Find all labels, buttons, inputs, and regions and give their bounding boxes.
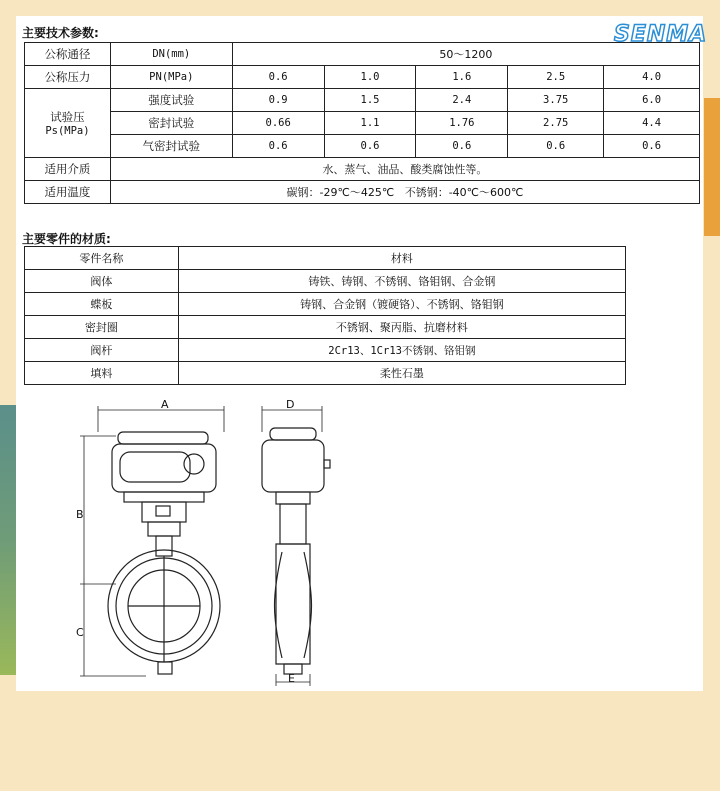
gas-value: 0.6 bbox=[604, 135, 700, 158]
tech-params-table bbox=[24, 42, 700, 204]
pn-value: 4.0 bbox=[604, 66, 700, 89]
brand-logo: SENMA bbox=[614, 22, 708, 47]
table-row bbox=[25, 316, 626, 339]
table-row bbox=[25, 339, 626, 362]
left-accent-bar bbox=[0, 405, 16, 675]
part-material: 2Cr13、1Cr13不锈钢、铬钼钢 bbox=[178, 339, 625, 362]
part-material: 柔性石墨 bbox=[178, 362, 625, 385]
gas-value: 0.6 bbox=[232, 135, 324, 158]
seal-value: 1.1 bbox=[324, 112, 416, 135]
seal-test-param: 密封试验 bbox=[110, 112, 232, 135]
table-row bbox=[25, 270, 626, 293]
temperature-label: 适用温度 bbox=[25, 181, 111, 204]
table-row bbox=[25, 43, 700, 66]
dn-param: DN(mm) bbox=[110, 43, 232, 66]
strength-test-param: 强度试验 bbox=[110, 89, 232, 112]
medium-value: 水、蒸气、油品、酸类腐蚀性等。 bbox=[110, 158, 699, 181]
pn-value: 2.5 bbox=[508, 66, 604, 89]
gas-seal-test-param: 气密封试验 bbox=[110, 135, 232, 158]
strength-value: 0.9 bbox=[232, 89, 324, 112]
table-row bbox=[25, 89, 700, 112]
medium-label: 适用介质 bbox=[25, 158, 111, 181]
pn-label: 公称压力 bbox=[25, 66, 111, 89]
strength-value: 3.75 bbox=[508, 89, 604, 112]
strength-value: 1.5 bbox=[324, 89, 416, 112]
seal-value: 2.75 bbox=[508, 112, 604, 135]
dim-a-label: A bbox=[161, 398, 169, 411]
pn-value: 1.0 bbox=[324, 66, 416, 89]
pn-value: 1.6 bbox=[416, 66, 508, 89]
dim-c-label: C bbox=[76, 626, 84, 639]
test-pressure-label-line2: Ps(MPa) bbox=[45, 125, 90, 137]
table-row bbox=[25, 158, 700, 181]
part-header: 零件名称 bbox=[25, 247, 179, 270]
dn-label: 公称通径 bbox=[25, 43, 111, 66]
table-row bbox=[25, 112, 700, 135]
part-name: 阀杆 bbox=[25, 339, 179, 362]
part-name: 填料 bbox=[25, 362, 179, 385]
dim-b-label: B bbox=[76, 508, 84, 521]
tech-params-heading: 主要技术参数: bbox=[22, 26, 99, 40]
table-row bbox=[25, 247, 626, 270]
table-row bbox=[25, 362, 626, 385]
materials-heading: 主要零件的材质: bbox=[22, 232, 111, 246]
gas-value: 0.6 bbox=[416, 135, 508, 158]
seal-value: 4.4 bbox=[604, 112, 700, 135]
gas-value: 0.6 bbox=[508, 135, 604, 158]
spec-sheet bbox=[16, 16, 708, 691]
part-name: 阀体 bbox=[25, 270, 179, 293]
material-header: 材料 bbox=[178, 247, 625, 270]
strength-value: 2.4 bbox=[416, 89, 508, 112]
table-row bbox=[25, 293, 626, 316]
part-name: 蝶板 bbox=[25, 293, 179, 316]
part-material: 铸钢、合金钢（镀硬铬）、不锈钢、铬钼钢 bbox=[178, 293, 625, 316]
seal-value: 0.66 bbox=[232, 112, 324, 135]
pn-param: PN(MPa) bbox=[110, 66, 232, 89]
temperature-value: 碳钢：-29℃～425℃ 不锈钢：-40℃～600℃ bbox=[110, 181, 699, 204]
dn-value: 50～1200 bbox=[232, 43, 699, 66]
part-material: 铸铁、铸钢、不锈钢、铬钼钢、合金钢 bbox=[178, 270, 625, 293]
table-row bbox=[25, 66, 700, 89]
test-pressure-label bbox=[25, 89, 111, 158]
dim-d-label: D bbox=[286, 398, 295, 411]
strength-value: 6.0 bbox=[604, 89, 700, 112]
gas-value: 0.6 bbox=[324, 135, 416, 158]
test-pressure-label-line1: 试验压 bbox=[50, 110, 85, 124]
table-row bbox=[25, 135, 700, 158]
table-row bbox=[25, 181, 700, 204]
right-accent-bar bbox=[704, 98, 720, 236]
side-view bbox=[262, 398, 330, 686]
part-name: 密封圈 bbox=[25, 316, 179, 339]
part-material: 不锈钢、聚丙脂、抗磨材料 bbox=[178, 316, 625, 339]
dim-e-label: E bbox=[288, 672, 295, 685]
valve-drawing bbox=[76, 396, 346, 686]
front-view bbox=[76, 398, 224, 676]
materials-table bbox=[24, 246, 626, 385]
seal-value: 1.76 bbox=[416, 112, 508, 135]
pn-value: 0.6 bbox=[232, 66, 324, 89]
